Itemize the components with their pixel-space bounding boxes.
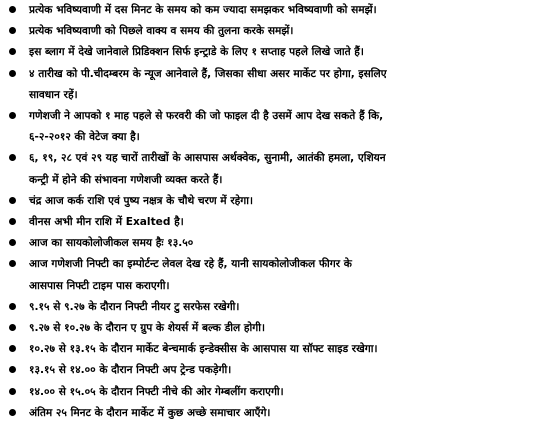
- bullet-item: [0, 403, 550, 424]
- bullet-text-line: आज का सायकोलोजीकल समय हैः १३.५०: [29, 237, 194, 250]
- bullet-text-line: सावधान रहें।: [29, 88, 78, 101]
- bullet-dot-icon: [9, 218, 16, 225]
- bullet-item: [0, 382, 550, 403]
- bullet-item: [0, 106, 550, 148]
- bullet-item: [0, 297, 550, 318]
- bullet-dot-icon: [9, 197, 16, 204]
- bullet-item: [0, 64, 550, 106]
- bullet-dot-icon: [9, 6, 16, 13]
- bullet-text-line: ९.१५ से ९.२७ के दौरान निफ्टी नीयर टु सरफेस रखेगी।: [29, 300, 240, 313]
- bullet-dot-icon: [9, 48, 16, 55]
- bullet-item: [0, 191, 550, 212]
- bullet-text-line: ९.२७ से १०.२७ के दौरान ए ग्रुप के शेयर्स में बल्क डील होगी।: [29, 322, 265, 335]
- bullet-text-line: १३.१५ से १४.०० के दौरान निफ्टी अप ट्रेन्ड पकड़ेगी।: [29, 364, 232, 377]
- bullet-dot-icon: [9, 27, 16, 34]
- bullet-item: [0, 339, 550, 360]
- bullet-dot-icon: [9, 70, 16, 77]
- bullet-dot-icon: [9, 260, 16, 267]
- bullet-item: [0, 21, 550, 42]
- bullet-item: [0, 360, 550, 381]
- bullet-text-line: प्रत्येक भविष्यवाणी में दस मिनट के समय को कम ज्यादा समझकर भविष्यवाणी को समझें।: [29, 4, 377, 16]
- bullet-text-line: ६-२-२०१२ की वेटेज क्या है।: [29, 131, 140, 144]
- bullet-dot-icon: [9, 388, 16, 395]
- bullet-text-line: गणेशजी ने आपको १ माह पहले से फरवरी की जो फाइल दी है उसमें आप देख सकते हैं कि,: [29, 110, 384, 123]
- bullet-item: [0, 0, 550, 21]
- bullet-item: [0, 212, 550, 233]
- bullet-text-line: आसपास निफ्टी टाइम पास कराएगी।: [29, 279, 170, 292]
- bullet-text-line: कन्ट्री में होने की संभावना गणेशजी व्यक्त करते हैं।: [29, 173, 223, 186]
- bullet-text-line: ६, १९, २८ एवं २९ यह चारों तारीखों के आसपास अर्थक्वेक, सुनामी, आतंकी हमला, एशियन: [29, 152, 386, 165]
- bullet-text-line: ४ तारीख को पी.चीदम्बरम के न्यूज आनेवाले हैं, जिसका सीधा असर मार्केट पर होगा, इसलिए: [29, 67, 387, 80]
- bullet-dot-icon: [9, 112, 16, 119]
- bullet-dot-icon: [9, 366, 16, 373]
- bullet-item: [0, 233, 550, 254]
- bullet-text-line: अंतिम २५ मिनट के दौरान मार्केट में कुछ अच्छे समाचार आएँगे।: [29, 406, 271, 419]
- bullet-dot-icon: [9, 303, 16, 310]
- bullet-dot-icon: [9, 239, 16, 246]
- bullet-text-line: वीनस अभी मीन राशि में Exalted है।: [29, 216, 184, 229]
- bullet-text-line: १४.०० से १५.०५ के दौरान निफ्टी नीचे की ओर गेम्बलींग कराएगी।: [29, 385, 284, 398]
- bullet-dot-icon: [9, 409, 16, 416]
- bullet-text-line: चंद्र आज कर्क राशि एवं पुष्य नक्षत्र के चौथे चरण में रहेगा।: [29, 194, 254, 207]
- bullet-item: [0, 318, 550, 339]
- bullet-text-line: इस ब्लाग में देखे जानेवाले प्रिडिक्शन सिर्फ इन्ट्राडे के लिए १ सप्ताह पहले लिखे जाते हैं।: [29, 46, 364, 59]
- bullet-text-line: १०.२७ से १३.१५ के दौरान मार्केट बेन्चमार्क इन्डेक्सीस के आसपास या सॉफ्ट साइड रखेगा।: [29, 343, 378, 356]
- bullet-text-line: आज गणेशजी निफ्टी का इम्पोर्टन्ट लेवल देख रहे हैं, यानी सायकोलोजीकल फीगर के: [29, 258, 352, 271]
- bullet-text-line: प्रत्येक भविष्यवाणी को पिछले वाक्य व समय की तुलना करके समझें।: [29, 25, 294, 38]
- bullet-dot-icon: [9, 154, 16, 161]
- bullet-dot-icon: [9, 345, 16, 352]
- bullet-item: [0, 42, 550, 63]
- bullet-dot-icon: [9, 324, 16, 331]
- bullet-item: [0, 148, 550, 190]
- bullet-item: [0, 254, 550, 296]
